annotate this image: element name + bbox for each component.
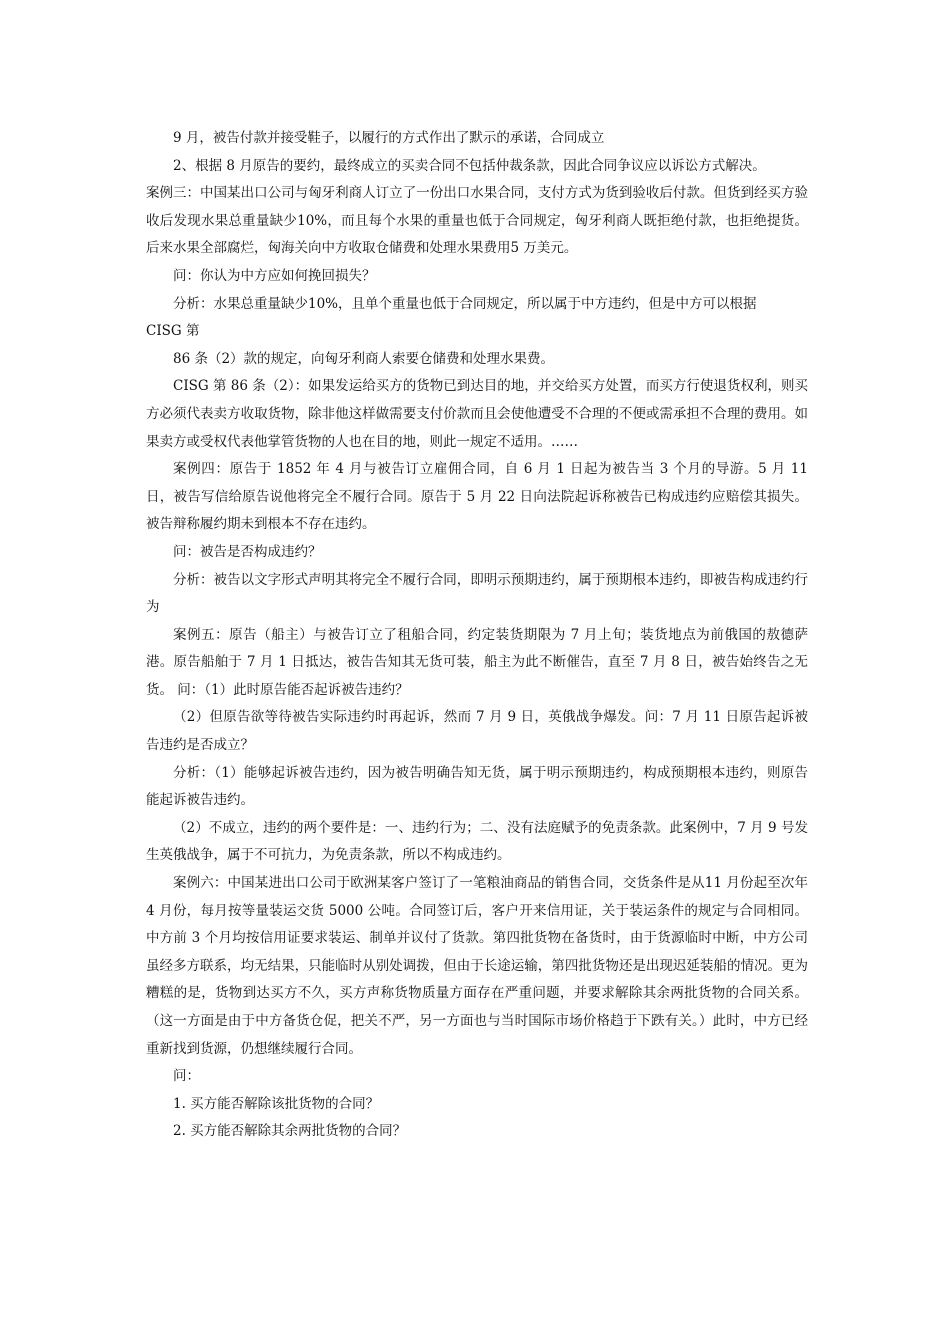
document-body (146, 125, 808, 1146)
paragraph-case6: 案例六：中国某进出口公司于欧洲某客户签订了一笔粮油商品的销售合同，交货条件是从11 月份起至次年 4 月份，每月按等量装运交货 5000 公吨。合同签订后，客户开来信用证，关于装运条件的规定与合同相同。中方前 3 个月均按信用证要求装运、制单并议付了货款。第四批货物在备货时，由于货源临时中断，中方公司虽经多方联系，均无结果，只能临时从别处调拨，但由于长途运输，第四批货物还是出现迟延装船的情况。更为糟糕的是，货物到达买方不久，买方声称货物质量方面存在严重问题，并要求解除其余两批货物的合同关系。 （这一方面是由于中方备货仓促，把关不严，另一方面也与当时国际市场价格趋于下跌有关。）此时，中方已经重新找到货源，仍想继续履行合同。 (146, 875, 808, 1057)
paragraph-case5: 案例五：原告（船主）与被告订立了租船合同，约定装货期限为 7 月上旬；装货地点为前俄国的敖德萨港。原告船舶于 7 月 1 日抵达，被告告知其无货可装，船主为此不断催告，直至 7 月 8 日，被告始终告之无货。 问：（1）此时原告能否起诉被告违约？ (146, 626, 808, 698)
paragraph-case3-article: 86 条（2）款的规定，向匈牙利商人索要仓储费和处理水果费。 (173, 350, 555, 367)
paragraph-case5-question2: （2）但原告欲等待被告实际违约时再起诉，然而 7 月 9 日，英俄战争爆发。问：7 月 11 日原告起诉被告违约是否成立？ (146, 709, 808, 754)
paragraph-case5-analysis2: （2）不成立，违约的两个要件是：一、违约行为；二、没有法庭赋予的免责条款。此案例中，7 月 9 号发生英俄战争，属于不可抗力，为免责条款，所以不构成违约。 (146, 819, 808, 864)
paragraph-case3-analysis: 分析：水果总重量缺少10%，且单个重量也低于合同规定，所以属于中方违约，但是中方可以根据 (173, 295, 757, 312)
paragraph-case3: 案例三：中国某出口公司与匈牙利商人订立了一份出口水果合同，支付方式为货到验收后付款。但货到经买方验收后发现水果总重量缺少10%，而且每个水果的重量也低于合同规定，匈牙利商人既拒绝付款，也拒绝提货。后来水果全部腐烂，匈海关向中方收取仓储费和处理水果费用5 万美元。 (146, 185, 808, 257)
paragraph-cisg-86-quote: CISG 第 86 条（2）：如果发运给买方的货物已到达目的地，并交给买方处置，而买方行使退货权利，则买方必须代表卖方收取货物，除非他这样做需要支付价款而且会使他遭受不合理的不便或需承担不合理的费用。如果卖方或受权代表他掌管货物的人也在目的地，则此一规定不适用。…… (146, 378, 808, 450)
paragraph-case4-question: 问：被告是否构成违约？ (173, 543, 322, 560)
paragraph-case4: 案例四：原告于 1852 年 4 月与被告订立雇佣合同，自 6 月 1 日起为被告当 3 个月的导游。5 月 11 日，被告写信给原告说他将完全不履行合同。原告于 5 月 22 日向法院起诉称被告已构成违约应赔偿其损失。被告辩称履约期未到根本不存在违约。 (146, 461, 808, 533)
paragraph-case2-point2: 2、根据 8 月原告的要约，最终成立的买卖合同不包括仲裁条款，因此合同争议应以诉讼方式解决。 (173, 157, 766, 174)
paragraph-case3-analysis-cont: CISG 第 (146, 323, 200, 340)
paragraph-case3-question: 问：你认为中方应如何挽回损失？ (173, 267, 376, 284)
paragraph-case2-conclusion: 9 月，被告付款并接受鞋子，以履行的方式作出了默示的承诺，合同成立 (173, 130, 605, 146)
paragraph-case6-question2: 2. 买方能否解除其余两批货物的合同？ (173, 1123, 407, 1140)
paragraph-case6-question1: 1. 买方能否解除该批货物的合同？ (173, 1095, 380, 1112)
paragraph-case5-analysis1: 分析：（1）能够起诉被告违约，因为被告明确告知无货，属于明示预期违约，构成预期根本违约，则原告能起诉被告违约。 (146, 764, 808, 809)
paragraph-case6-question-label: 问： (173, 1068, 200, 1085)
paragraph-case4-analysis: 分析：被告以文字形式声明其将完全不履行合同，即明示预期违约，属于预期根本违约，即被告构成违约行为 (146, 571, 808, 616)
